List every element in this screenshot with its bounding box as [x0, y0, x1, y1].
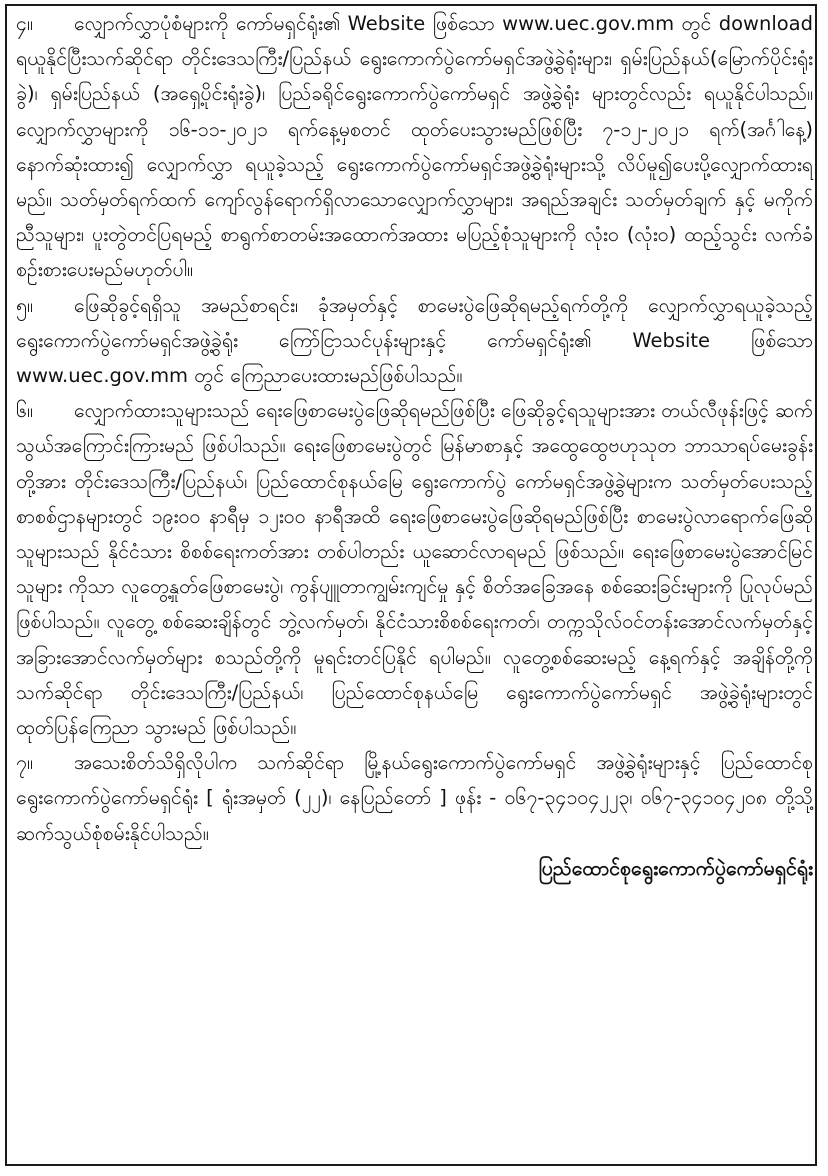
paragraph-5	[16, 288, 813, 394]
paragraph-number: ၅။	[16, 293, 33, 317]
announcement-body	[16, 6, 813, 886]
paragraph-text: လျှောက်ထားသူများသည် ရေးဖြေစာမေးပွဲဖြေဆိုရမည်ဖြစ်ပြီး ဖြေဆိုခွင့်ရသူများအား တယ်လီဖုန်းဖြင့် ဆက်သွယ်အကြောင်းကြားမည် ဖြစ်ပါသည်။ ရေးဖြေစာမေးပွဲတွင် မြန်မာစာနှင့် အထွေထွေဗဟုသုတ ဘာသာရပ်မေးခွန်း တို့အား တိုင်းဒေသကြီး/ပြည်နယ်၊ ပြည်ထောင်စုနယ်မြေ ရွေးကောက်ပွဲ ကော်မရှင်အဖွဲ့ခွဲများက သတ်မှတ်ပေးသည့် စာစစ်ဌာနများတွင် ၁၉း၀၀ နာရီမှ ၁၂း၀၀ နာရီအထိ ရေးဖြေစာမေးပွဲဖြေဆိုရမည်ဖြစ်ပြီး စာမေးပွဲလာရောက်ဖြေဆိုသူများသည် နိုင်ငံသား စိစစ်ရေးကတ်အား တစ်ပါတည်း ယူဆောင်လာရမည် ဖြစ်သည်။ ရေးဖြေစာမေးပွဲအောင်မြင်သူများ ကိုသာ လူတွေ့နှုတ်ဖြေစာမေးပွဲ၊ ကွန်ပျူတာကျွမ်းကျင်မှု နှင့် စိတ်အခြေအနေ စစ်ဆေးခြင်းများကို ပြုလုပ်မည်ဖြစ်ပါသည်။ လူတွေ့ စစ်ဆေးချိန်တွင် ဘွဲ့လက်မှတ်၊ နိုင်ငံသားစိစစ်ရေးကတ်၊ တက္ကသိုလ်ဝင်တန်းအောင်လက်မှတ်နှင့် အခြားအောင်လက်မှတ်များ စသည်တို့ကို မူရင်းတင်ပြနိုင် ရပါမည်။ လူတွေ့စစ်ဆေးမည့် နေ့ရက်နှင့် အချိန်တို့ကို သက်ဆိုင်ရာ တိုင်းဒေသကြီး/ပြည်နယ်၊ ပြည်ထောင်စုနယ်မြေ ရွေးကောက်ပွဲကော်မရှင် အဖွဲ့ခွဲရုံးများတွင် ထုတ်ပြန်ကြေညာ သွားမည် ဖြစ်ပါသည်။	[16, 399, 813, 740]
paragraph-7	[16, 745, 813, 851]
signature-line: ပြည်ထောင်စုရွေးကောက်ပွဲကော်မရှင်ရုံး	[538, 856, 813, 880]
paragraph-text: အသေးစိတ်သိရှိလိုပါက သက်ဆိုင်ရာ မြို့နယ်ရွေးကောက်ပွဲကော်မရှင် အဖွဲ့ခွဲရုံးများနှင့် ပြည်ထောင်စုရွေးကောက်ပွဲကော်မရှင်ရုံး [ ရုံးအမှတ် (၂၂)၊ နေပြည်တော် ] ဖုန်း - ၀၆၇-၃၄၁၀၄၂၂၃၊ ၀၆၇-၃၄၁၀၄၂၀၈ တို့သို့ ဆက်သွယ်စုံစမ်းနိုင်ပါသည်။	[16, 751, 813, 845]
paragraph-6	[16, 393, 813, 745]
paragraph-text: ဖြေဆိုခွင့်ရရှိသူ အမည်စာရင်း၊ ခုံအမှတ်နှင့် စာမေးပွဲဖြေဆိုရမည့်ရက်တို့ကို လျှောက်လွှာရယူခဲ့သည့် ရွေးကောက်ပွဲကော်မရှင်အဖွဲ့ခွဲရုံး ကြော်ငြာသင်ပုန်းများနှင့် ကော်မရှင်ရုံး၏ Website ဖြစ်သော www.uec.gov.mm တွင် ကြေညာပေးထားမည်ဖြစ်ပါသည်။	[16, 293, 813, 388]
paragraph-text: လျှောက်လွှာပုံစံများကို ကော်မရှင်ရုံး၏ Website ဖြစ်သော www.uec.gov.mm တွင် download ရယူနိုင်ပြီးသက်ဆိုင်ရာ တိုင်းဒေသကြီး/ပြည်နယ် ရွေးကောက်ပွဲကော်မရှင်အဖွဲ့ခွဲရုံးများ၊ ရှမ်းပြည်နယ်(မြောက်ပိုင်းရုံးခွဲ)၊ ရှမ်းပြည်နယ် (အရှေ့ပိုင်းရုံးခွဲ)၊ ပြည်ခရိုင်ရွေးကောက်ပွဲကော်မရှင် အဖွဲ့ခွဲရုံး များတွင်လည်း ရယူနိုင်ပါသည်။ လျှောက်လွှာများကို ၁၆-၁၁-၂၀၂၁ ရက်နေ့မှစတင် ထုတ်ပေးသွားမည်ဖြစ်ပြီး ၇-၁၂-၂၀၂၁ ရက်(အင်္ဂါနေ့) နောက်ဆုံးထား၍ လျှောက်လွှာ ရယူခဲ့သည့် ရွေးကောက်ပွဲကော်မရှင်အဖွဲ့ခွဲရုံးများသို့ လိပ်မူ၍ပေးပို့လျှောက်ထားရမည်။ သတ်မှတ်ရက်ထက် ကျော်လွန်ရောက်ရှိလာသောလျှောက်လွှာများ၊ အရည်အချင်း သတ်မှတ်ချက် နှင့် မကိုက်ညီသူများ၊ ပူးတွဲတင်ပြရမည့် စာရွက်စာတမ်းအထောက်အထား မပြည့်စုံသူများကို လုံး၀ (လုံး၀) ထည့်သွင်း လက်ခံ စဉ်းစားပေးမည်မဟုတ်ပါ။	[16, 12, 813, 282]
paragraph-4	[16, 6, 813, 288]
paragraph-number: ၇။	[16, 751, 33, 775]
paragraph-number: ၆။	[16, 399, 33, 423]
paragraph-number: ၄။	[16, 12, 33, 35]
